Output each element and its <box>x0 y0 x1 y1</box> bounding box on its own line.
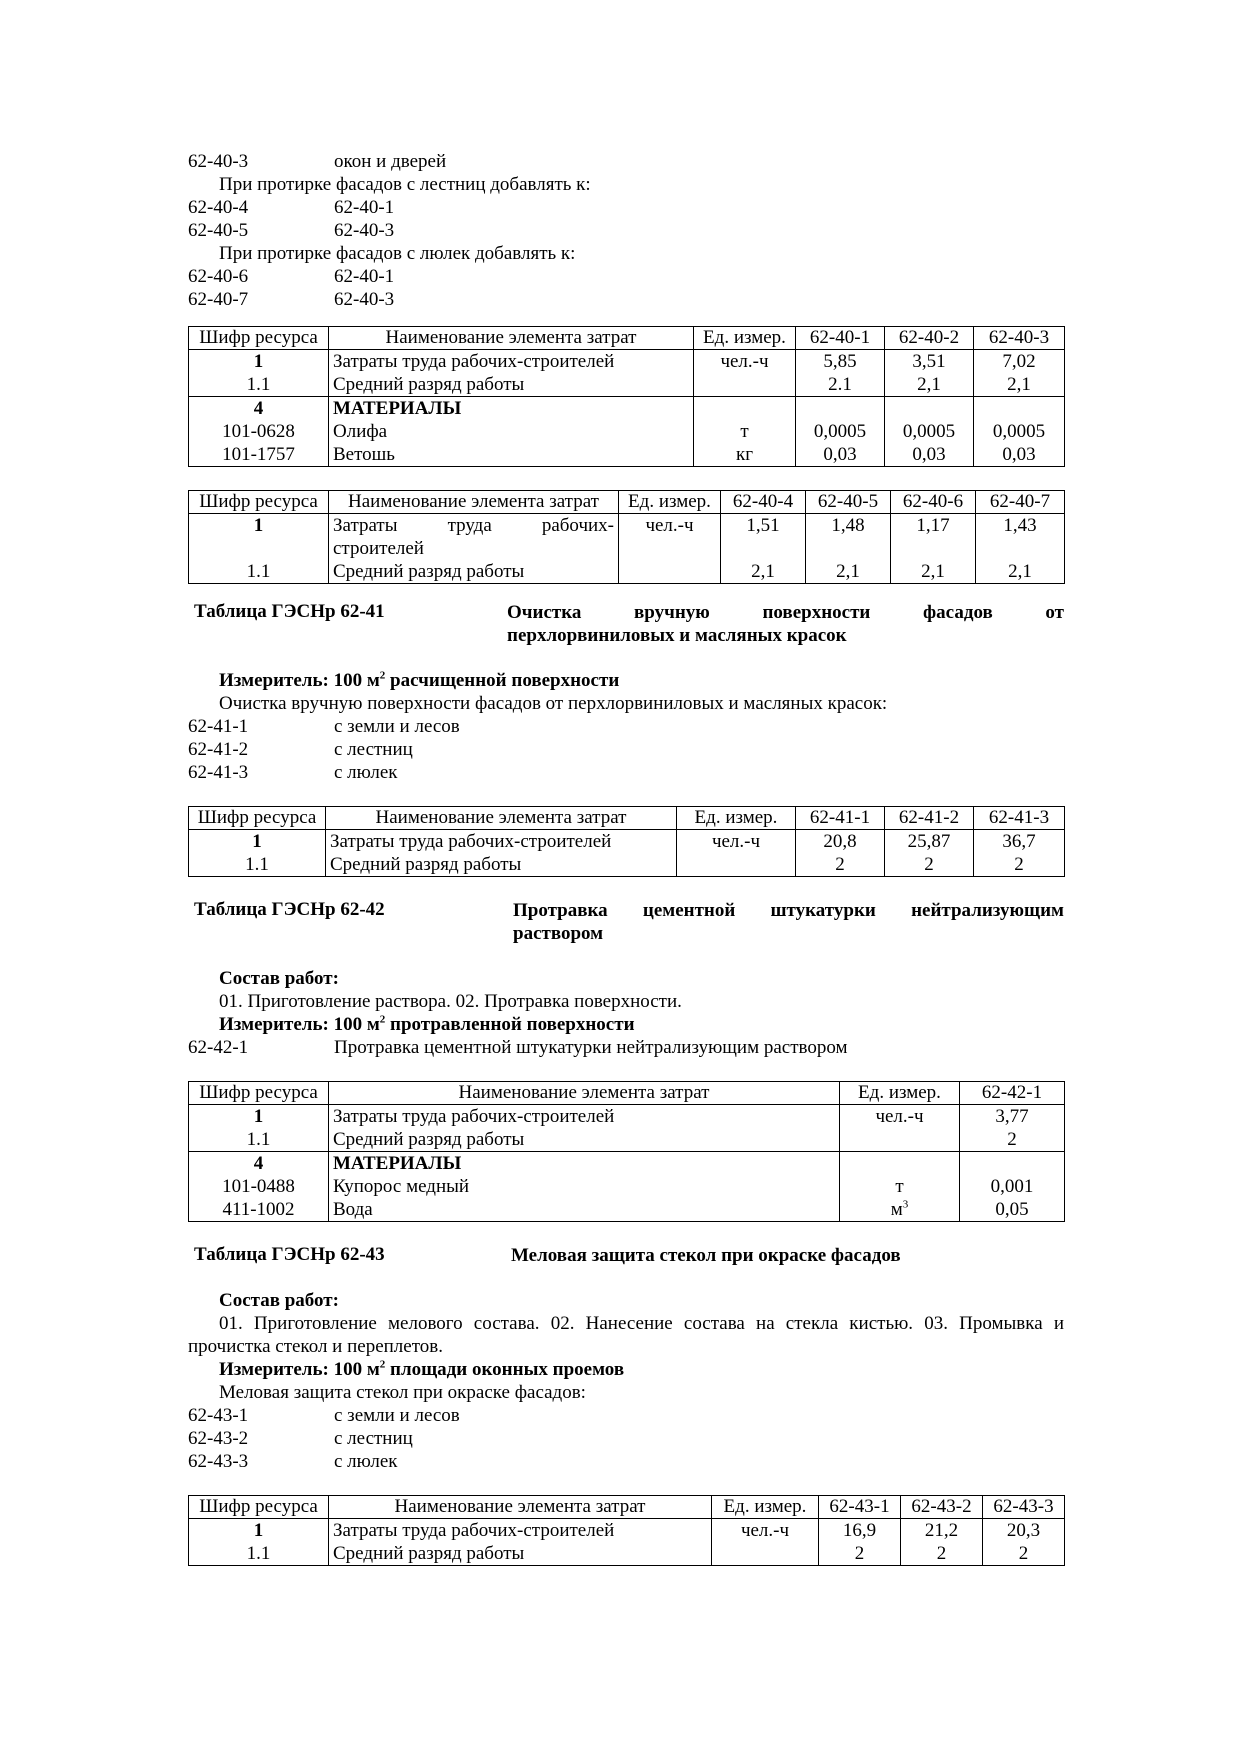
intro-line: Меловая защита стекол при окраске фасадов: <box>219 1382 586 1403</box>
table-heading-62-43: Таблица ГЭСНр 62-43 Меловая защита стекол при окраске фасадов <box>194 1244 901 1266</box>
measure-line: Измеритель: 100 $м^2$ площади оконных проемов <box>219 1358 625 1380</box>
table-row: 411-1002 Вода $м^3$ 0,05 <box>189 1198 1065 1222</box>
table-row: 1 Затраты труда рабочих- строителей чел.-ч 1,51 1,48 1,17 1,43 <box>189 514 1065 561</box>
table-header-row: Шифр ресурса Наименование элемента затрат Ед. измер. 62-40-1 62-40-2 62-40-3 <box>189 327 1065 350</box>
works-text: 01. Приготовление раствора. 02. Протравка поверхности. <box>219 991 682 1012</box>
code-line: 62-41-1 с земли и лесов <box>188 716 460 737</box>
code-line: 62-40-7 62-40-3 <box>188 289 395 310</box>
note-line: При протирке фасадов с люлек добавлять к: <box>219 243 576 264</box>
code-line: 62-42-1 Протравка цементной штукатурки нейтрализующим раствором <box>188 1037 848 1058</box>
code-line: 62-43-3 с люлек <box>188 1451 398 1472</box>
resource-table-62-43 <box>188 1495 1065 1566</box>
table-header-row: Шифр ресурса Наименование элемента затрат Ед. измер. 62-40-4 62-40-5 62-40-6 62-40-7 <box>189 491 1065 514</box>
table-row: 1.1 Средний разряд работы 2,1 2,1 2,1 2,1 <box>189 560 1065 584</box>
code-line: 62-40-6 62-40-1 <box>188 266 395 287</box>
table-row: 1.1 Средний разряд работы 2 <box>189 1128 1065 1152</box>
table-row: 1 Затраты труда рабочих-строителей чел.-ч 5,85 3,51 7,02 <box>189 350 1065 374</box>
table-header-row: Шифр ресурса Наименование элемента затрат Ед. измер. 62-43-1 62-43-2 62-43-3 <box>189 1496 1065 1519</box>
intro-line: Очистка вручную поверхности фасадов от перхлорвиниловых и масляных красок: <box>219 693 888 714</box>
table-row: 4 МАТЕРИАЛЫ <box>189 397 1065 421</box>
code-line: 62-40-3 окон и дверей <box>188 151 447 172</box>
table-row: 1 Затраты труда рабочих-строителей чел.-ч 20,8 25,87 36,7 <box>189 830 1065 854</box>
code-line: 62-43-1 с земли и лесов <box>188 1405 460 1426</box>
works-label: Состав работ: <box>219 968 339 989</box>
row-name-line-1: Затраты труда рабочих- <box>333 515 614 536</box>
measure-line: Измеритель: 100 $м^2$ расчищенной поверхности <box>219 669 620 691</box>
code-line: 62-43-2 с лестниц <box>188 1428 413 1449</box>
table-row: 1.1 Средний разряд работы 2.1 2,1 2,1 <box>189 373 1065 397</box>
table-row: 1.1 Средний разряд работы 2 2 2 <box>189 853 1065 877</box>
table-header-row: Шифр ресурса Наименование элемента затрат Ед. измер. 62-41-1 62-41-2 62-41-3 <box>189 807 1065 830</box>
section-40-lines <box>188 150 1064 311</box>
table-row: 1 Затраты труда рабочих-строителей чел.-ч 3,77 <box>189 1105 1065 1129</box>
table-row: 4 МАТЕРИАЛЫ <box>189 1152 1065 1176</box>
code-line: 62-40-5 62-40-3 <box>188 220 395 241</box>
works-text: 01. Приготовление мелового состава. 02. Нанесение состава на стекла кистью. 03. Промывка и прочистка стекол и переплетов. <box>188 1313 1064 1357</box>
table-row: 101-0628 Олифа т 0,0005 0,0005 0,0005 <box>189 420 1065 443</box>
table-row: 1.1 Средний разряд работы 2 2 2 <box>189 1542 1065 1566</box>
resource-table-62-40-b <box>188 490 1065 584</box>
table-heading-62-42: Таблица ГЭСНр 62-42 Протравка цементной штукатурки нейтрализующим раствором <box>194 899 1064 944</box>
table-row: 101-0488 Купорос медный т 0,001 <box>189 1175 1065 1198</box>
resource-table-62-42 <box>188 1081 1065 1222</box>
works-label: Состав работ: <box>219 1290 339 1311</box>
table-heading-62-41: Таблица ГЭСНр 62-41 Очистка вручную поверхности фасадов от перхлорвиниловых и масляных красок <box>194 601 1064 646</box>
resource-table-62-41 <box>188 806 1065 877</box>
code-line: 62-41-3 с люлек <box>188 762 398 783</box>
measure-line: Измеритель: 100 $м^2$ протравленной поверхности <box>219 1013 635 1035</box>
table-header-row: Шифр ресурса Наименование элемента затрат Ед. измер. 62-42-1 <box>189 1082 1065 1105</box>
table-row: 101-1757 Ветошь кг 0,03 0,03 0,03 <box>189 443 1065 467</box>
row-name-line-2: строителей <box>333 538 424 559</box>
table-row: 1 Затраты труда рабочих-строителей чел.-ч 16,9 21,2 20,3 <box>189 1519 1065 1543</box>
document-page <box>188 150 1064 1566</box>
code-line: 62-41-2 с лестниц <box>188 739 413 760</box>
note-line: При протирке фасадов с лестниц добавлять к: <box>219 174 591 195</box>
resource-table-62-40-a <box>188 326 1065 467</box>
code-line: 62-40-4 62-40-1 <box>188 197 395 218</box>
